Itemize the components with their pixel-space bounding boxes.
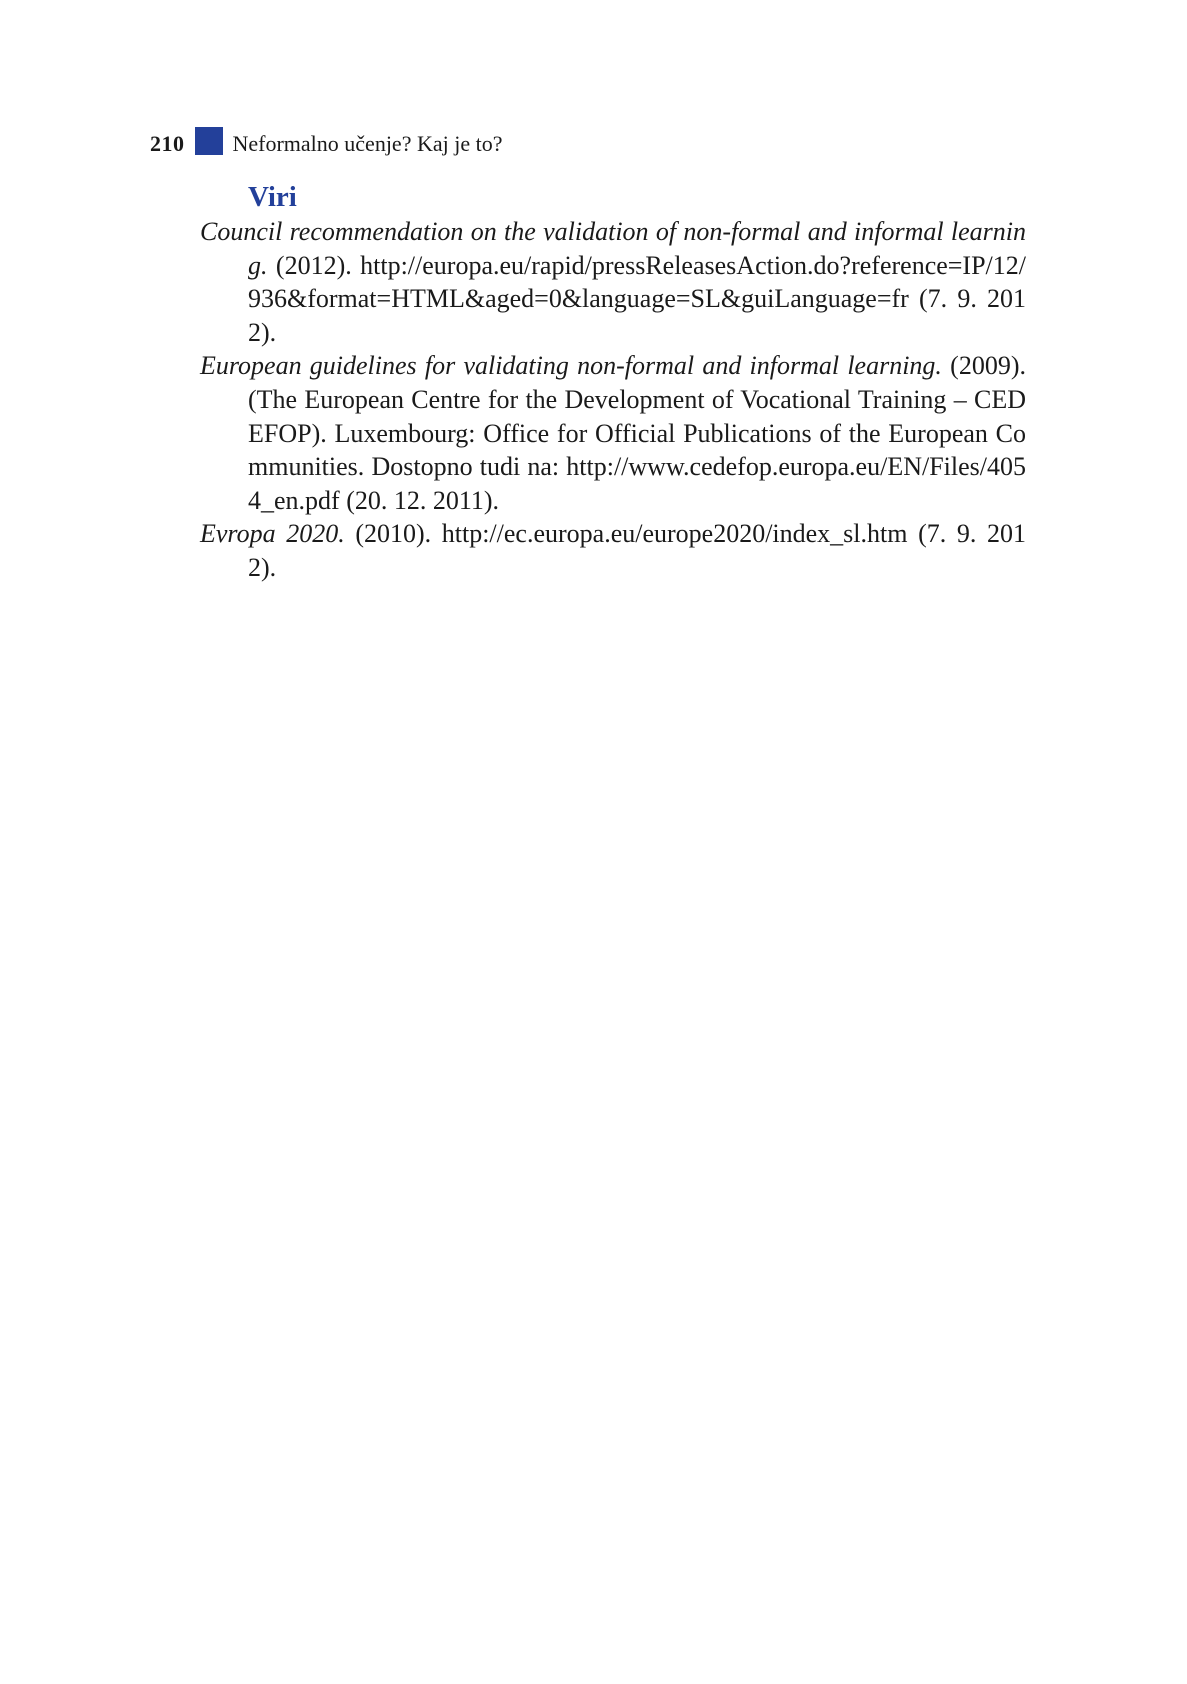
reference-title: European guidelines for validating non-formal and informal learning. <box>200 351 942 381</box>
reference-item <box>200 215 1026 349</box>
reference-details: (2009). (The European Centre for the Development of Vocational Training – CEDEFOP). Luxembourg: Office for Official Publications of the European Communities. Dostopno tudi na: http://www.cedefop.europa.eu/EN/Files/4054_en.pdf (20. 12. 2011). <box>248 351 1026 515</box>
running-header-title: Neformalno učenje? Kaj je to? <box>232 131 503 156</box>
reference-item <box>200 517 1026 584</box>
reference-title: Council recommendation on the validation of non-formal and informal learning. <box>200 217 1026 280</box>
header-square-marker <box>195 127 223 155</box>
section-heading: Viri <box>248 181 297 213</box>
reference-title: Evropa 2020. <box>200 519 345 549</box>
reference-details: (2012). http://europa.eu/rapid/pressReleasesAction.do?reference=IP/12/936&format=HTML&aged=0&language=SL&guiLanguage=fr (7. 9. 2012). <box>248 250 1026 347</box>
running-header <box>150 126 502 156</box>
reference-item <box>200 349 1026 517</box>
page-number: 210 <box>150 131 185 156</box>
reference-details: (2010). http://ec.europa.eu/europe2020/index_sl.htm (7. 9. 2012). <box>248 519 1026 582</box>
reference-list <box>200 215 1026 585</box>
